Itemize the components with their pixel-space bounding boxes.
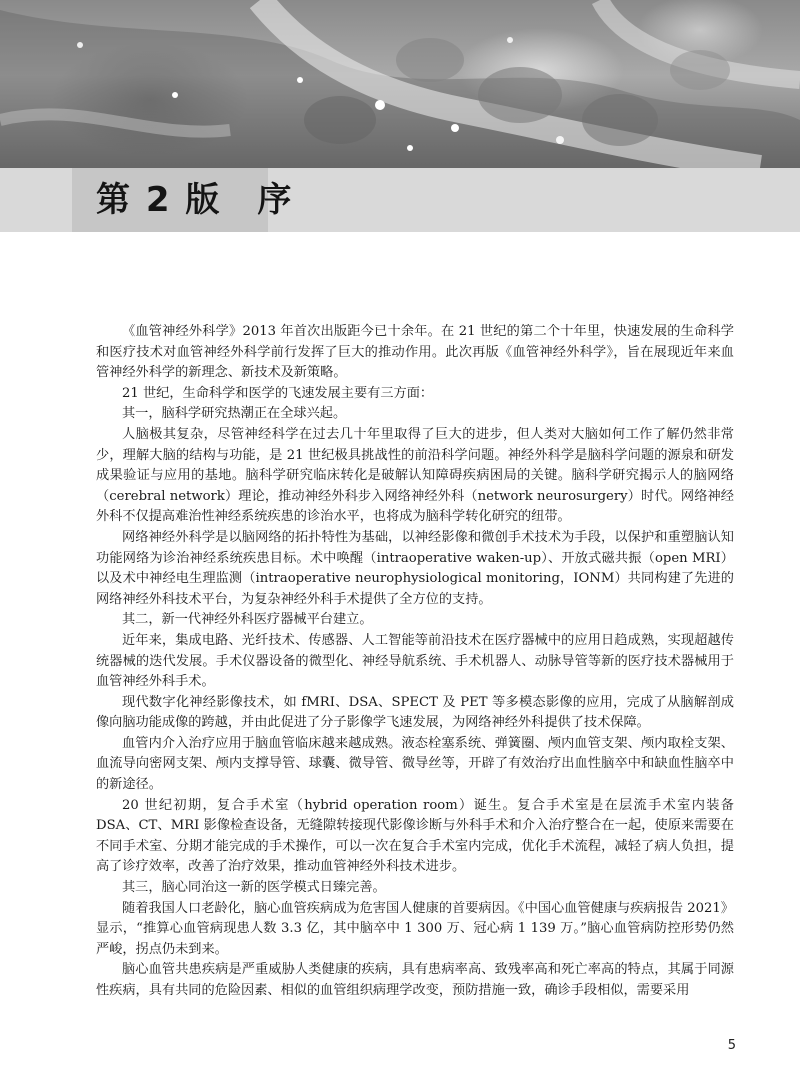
paragraph: 网络神经外科学是以脑网络的拓扑特性为基础，以神经影像和微创手术技术为手段，以保护和重塑脑认知功能网络为诊治神经系统疾患目标。术中唤醒（intraoperative waken-up）、开放式磁共振（open MRI）以及术中神经电生理监测（intraoperative neurophysiological monitoring，IONM）共同构建了先进的网络神经外科技术平台，为复杂神经外科手术提供了全方位的支持。 — [96, 529, 734, 607]
paragraph: 其一，脑科学研究热潮正在全球兴起。 — [122, 406, 347, 422]
paragraph: 现代数字化神经影像技术，如 fMRI、DSA、SPECT 及 PET 等多模态影像的应用，完成了从脑解剖成像向脑功能成像的跨越，并由此促进了分子影像学飞速发展，为网络神经外科提供了技术保障。 — [96, 694, 734, 731]
header-illustration — [0, 0, 800, 168]
paragraph: 随着我国人口老龄化，脑心血管疾病成为危害国人健康的首要病因。《中国心血管健康与疾病报告 2021》显示，“推算心血管病现患人数 3.3 亿，其中脑卒中 1 300 万、冠心病 1 139 万。”脑心血管病防控形势仍然严峻，拐点仍未到来。 — [96, 900, 734, 957]
page-number: 5 — [727, 1038, 736, 1053]
paragraph: 脑心血管共患疾病是严重威胁人类健康的疾病，具有患病率高、致残率高和死亡率高的特点，其属于同源性疾病，具有共同的危险因素、相似的血管组织病理学改变，预防措施一致，确诊手段相似，需要采用 — [96, 962, 734, 998]
preface-body — [96, 322, 734, 1002]
paragraph: 血管内介入治疗应用于脑血管临床越来越成熟。液态栓塞系统、弹簧圈、颅内血管支架、颅内取栓支架、血流导向密网支架、颅内支撑导管、球囊、微导管、微导丝等，开辟了有效治疗出血性脑卒中和缺血性脑卒中的新途径。 — [96, 735, 734, 793]
paragraph: 《血管神经外科学》2013 年首次出版距今已十余年。在 21 世纪的第二个十年里，快速发展的生命科学和医疗技术对血管神经外科学前行发挥了巨大的推动作用。此次再版《血管神经外科学》，旨在展现近年来血管神经外科学的新理念、新技术及新策略。 — [96, 324, 734, 381]
paragraph: 其三，脑心同治这一新的医学模式日臻完善。 — [122, 880, 386, 896]
paragraph: 近年来，集成电路、光纤技术、传感器、人工智能等前沿技术在医疗器械中的应用日趋成熟，实现超越传统器械的迭代发展。手术仪器设备的微型化、神经导航系统、手术机器人、动脉导管等新的医疗技术器械用于血管神经外科手术。 — [96, 632, 734, 690]
paragraph: 其二，新一代神经外科医疗器械平台建立。 — [122, 612, 373, 628]
blood-vessel-illustration — [0, 0, 800, 168]
paragraph: 20 世纪初期，复合手术室（hybrid operation room）诞生。复合手术室是在层流手术室内装备 DSA、CT、MRI 影像检查设备，无缝隙转接现代影像诊断与外科手术和介入治疗整合在一起，使原来需要在不同手术室、分期才能完成的手术操作，可以一次在复合手术室内完成，优化手术流程，减轻了病人负担，提高了诊疗效率，改善了治疗效果，推动血管神经外科技术进步。 — [96, 797, 734, 875]
page-title: 第 2 版 序 — [96, 180, 294, 220]
paragraph: 21 世纪，生命科学和医学的飞速发展主要有三方面： — [122, 385, 434, 401]
paragraph: 人脑极其复杂，尽管神经科学在过去几十年里取得了巨大的进步，但人类对大脑如何工作了解仍然非常少，理解大脑的结构与功能，是 21 世纪极具挑战性的前沿科学问题。神经外科学是脑科学问题的源泉和研发成果验证与应用的基地。脑科学研究临床转化是破解认知障碍疾病困局的关键。脑科学研究揭示人的脑网络（cerebral network）理论，推动神经外科步入网络神经外科（network neurosurgery）时代。网络神经外科不仅提高难治性神经系统疾患的诊治水平，也将成为脑科学转化研究的纽带。 — [96, 426, 734, 525]
